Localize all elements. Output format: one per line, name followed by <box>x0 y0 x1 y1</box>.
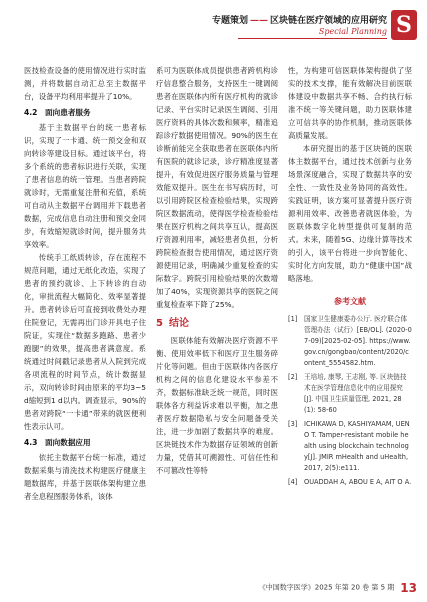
text-column-1 <box>24 64 146 503</box>
paragraph: 本研究提出的基于区块链的医联体主数据平台，通过技术创新与业务场景深度融合，实现了数据共享的安全性、一致性及业务协同的高效性。实践证明，该方案可显著提升医疗资源利用效率、改善患者就医体验，为医联体数字化转型提供可复制的范式。未来，随着5G、边缘计算等技术的引入，该平台将进一步向智能化、实时化方向发展，助力“健康中国”战略落地。 <box>288 144 412 283</box>
column-subtitle: Special Planning <box>318 27 387 36</box>
paragraph: 医联体能有效解决医疗资源不平衡、使用效率低下和医疗卫生服务碎片化等问题。但由于医联体内各医疗机构之间的信息化建设水平参差不齐，数据标准缺乏统一规范，同时医联体各方利益诉求难以平衡，加之患者医疗数据隐私与安全问题备受关注，进一步加剧了数据共享的难度。区块链技术作为数据存证领域的创新力量，凭借其可溯源性、可信任性和不可篡改性等特 <box>156 336 278 475</box>
page-header <box>0 0 427 46</box>
subsection-heading-4-3: 4.3 面向数据应用 <box>24 438 91 447</box>
reference-number: [4] <box>288 478 298 486</box>
section-title: 结论 <box>168 318 189 329</box>
paragraph: 基于主数据平台的统一患者标识，实现了一卡通、统一预交金和双向转诊等建设目标。通过该平台，将多个系统的患者标识进行关联，实现了患者信息的统一管理。当患者跨院就诊时，无需重复注册和充值，系统可自动从主数据平台调用并下载患者数据，完成信息自动注册和预交金同步，有效缩短就诊时间，提升服务共享效率。 <box>24 123 146 249</box>
paragraph: 医技检查设备的使用情况进行实时监测，并将数据自动汇总至主数据平台，设备平均利用率提升了10%。 <box>24 66 146 101</box>
paragraph: 性，为构建可信医联体架构提供了坚实的技术支撑，能有效解决目前医联体建设中数据共享不畅、合约执行标准不统一等关键问题，助力医联体建立可信共享的协作机制，推动医联体高质量发展。 <box>288 66 412 140</box>
reference-item <box>288 419 412 474</box>
reference-text: 国家卫生健康委办公厅. 医疗联合体管理办法（试行）[EB/OL]. (2020-07-09)[2025-02-05]. https://www.gov.cn/gongbao/content/2020/content_5554582.htm. <box>304 315 412 367</box>
topic-title: 区块链在医疗领域的应用研究 <box>269 16 387 26</box>
column-name: 专题策划 <box>211 16 248 26</box>
journal-citation: 《中国数字医学》2025 年第 20 卷 第 5 期 <box>258 583 395 592</box>
reference-number: [3] <box>288 420 298 428</box>
title-separator: —— <box>249 16 268 26</box>
reference-item <box>288 314 412 369</box>
reference-item <box>288 372 412 416</box>
text-column-2 <box>156 64 278 477</box>
page-number: 13 <box>400 580 417 595</box>
section-logo-icon: S <box>391 10 417 40</box>
header-rule <box>238 38 387 39</box>
reference-item <box>288 477 412 488</box>
reference-text: OUADDAH A, ABOU E A, AIT O A. <box>304 478 412 486</box>
column-title <box>212 13 387 26</box>
reference-text: ICHIKAWA D, KASHIYAMAM, UENO T. Tamper-resistant mobile health using blockchain technology[J]. JMIR mHealth and uHealth, 2017, 2(5):e111. <box>304 420 410 472</box>
reference-number: [2] <box>288 373 298 381</box>
text-column-3 <box>288 64 412 491</box>
reference-number: [1] <box>288 315 298 323</box>
page-footer <box>259 577 417 596</box>
subsection-heading-4-2: 4.2 面向患者服务 <box>24 108 91 117</box>
paragraph: 传统手工纸质转诊，存在流程不规范问题，通过无纸化改造，实现了患者的预约就诊、上下转诊的自动化，审批流程大幅简化、效率显著提升。患者转诊后可直接到收费处办理住院登记，无需再出门诊开具电子住院证，实现住“数据多跑路、患者少跑腿”的效果，提高患者满意度。系统通过时间戳记录患者从入院到完成各项流程的时间节点，统计数据显示，双向转诊时间由原来的平均3~5 d缩短到1 d以内。调查显示，90%的患者对跨院“一卡通”带来的就医便利性表示认可。 <box>24 253 146 431</box>
section-heading-conclusion <box>156 317 278 330</box>
references-heading: 参考文献 <box>334 297 366 306</box>
section-number: 5 <box>156 318 163 329</box>
paragraph: 系可为医联体成员提供患者跨机构诊疗信息整合服务，支持医生一键调阅患者在医联体内所有医疗机构的就诊记录、平台实时记录医生调阅、引用医疗资料的具体次数和频率，精准追踪诊疗数据使用情况。90%的医生在诊断前能完全获取患者在医联体内所有医院的就诊记录，诊疗精准度显著提升，有效促进医疗服务质量与管理效能双提升。医生在书写病历时，可以引用跨院区检查检验结果，实现跨院区数据流动，使得医学检查检验结果在医疗机构之间共享互认，提高医疗资源利用率，减轻患者负担，分析跨院检查报告使用情况，通过医疗资源使用记录，明确减少重复检查的实际数字。跨院引用检验结果的次数增加了40%，实现资源共享的医院之间重复检查率下降了25%。 <box>156 66 278 309</box>
reference-text: 王培培, 康琴, 王志刚, 等. 区块链技术在医学管理信息化中的应用探究[J]. 中国卫生质量管理, 2021, 28(1): 58-60 <box>304 373 407 414</box>
paragraph: 依托主数据平台统一标准，通过数据采集与清洗技术构建医疗健康主题数据库，并基于医联体架构建立患者全息程图服务体系，该体 <box>24 453 146 501</box>
